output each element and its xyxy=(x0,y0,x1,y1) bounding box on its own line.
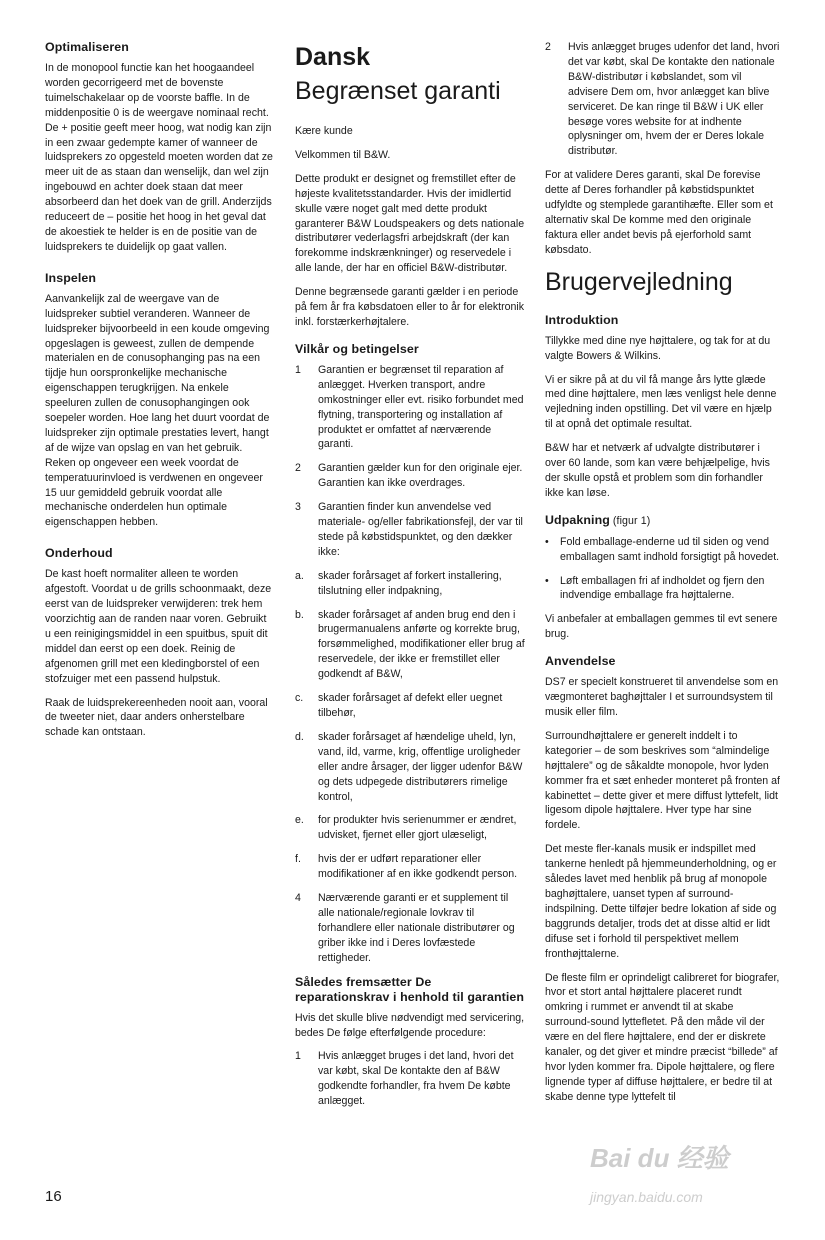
item-text: Garantien er begrænset til reparation af anlægget. Hverken transport, andre omkostninger eller evt. risiko forbundet med flytning, transportering og installation af produktet er omfattet af nærværende garanti. xyxy=(318,363,524,451)
item-number: 1 xyxy=(295,1050,301,1063)
item-number: c. xyxy=(295,692,304,705)
paragraph: De kast hoeft normaliter alleen te worden afgestoft. Voordat u de grills schoonmaakt, deze eerst van de luidspreker verwijderen: trek hem voorzichtig aan de randen naar voren. Gebruikt u een reinigingsmiddel in een spuitbus, spuit dit middel dan eerst op een doek. Reinig de afgenomen grill met een kledingborstel of een stofzuiger met een passend hulpstuk. xyxy=(45,568,272,685)
section-title-text: Udpakning xyxy=(545,512,610,527)
paragraph: B&W har et netværk af udvalgte distributører i over 60 lande, som kan være behjælpelige, hvis der skulle opstå et problem som din forhandler ikke kan løse. xyxy=(545,442,770,499)
paragraph: Kære kunde xyxy=(295,125,353,137)
item-text: skader forårsaget af anden brug end den i brugermanualens anførte og korrekte brug, forsømmelighed, modifikationer eller brug af reservedele, der ikke er fremstillet eller godkendt af B&W, xyxy=(318,608,525,681)
bullet-item xyxy=(545,574,780,604)
watermark-url: jingyan.baidu.com xyxy=(590,1189,703,1205)
section-title-repair-claims: Således fremsætter De reparationskrav i henhold til garantien xyxy=(295,974,525,1004)
item-text: skader forårsaget af forkert installering, tilslutning eller indpakning, xyxy=(318,569,502,597)
list-item xyxy=(295,608,527,683)
paragraph: Aanvankelijk zal de weergave van de luidspreker subtiel veranderen. Wanneer de luidspreker bijvoorbeeld in een koude omgeving opgeslagen is geweest, zullen de dempende materialen en de conusophanging pas na een tijdje hun oorspronkelijke mechanische eigenschappen terugkrijgen. Na enkele speeluren zullen de conusophangingen ook soepeler worden. Hoe lang het duurt voordat de luidspreker zijn optimale prestaties levert, hangt af de wijze van opslag en van het gebruik. Reken op ongeveer een week voordat de temperatuurinvloed is verdwenen en ongeveer 15 uur gemiddeld gebruik voordat alle mechanische onderdelen hun optimale eigenschappen hebben. xyxy=(45,292,270,529)
item-text: for produkter hvis serienummer er ændret, udvisket, fjernet eller gjort ulæseligt, xyxy=(318,814,517,842)
item-number: 1 xyxy=(295,363,301,376)
item-number: 2 xyxy=(545,41,551,53)
paragraph: Surroundhøjttalere er generelt inddelt i to kategorier – de som beskrives som “almindelige højttalere” og de såkaldte monopole, hvor lyden kommer fra et sæt enheder monteret på fronten af kabinettet – dette giver et mere diffust lyttefelt, lidt ligesom dipole højttalere. Hver type har sine fordele. xyxy=(545,729,780,832)
list-item xyxy=(295,461,527,491)
paragraph: For at validere Deres garanti, skal De forevise dette af Deres forhandler på købstidspunktet udfyldte og stemplede garantihæfte. Eller som et alternativ skal De komme med den originale faktura eller andet bevis på ejerforhold samt købsdato. xyxy=(545,169,773,256)
figure-reference: (figur 1) xyxy=(612,514,651,527)
item-text: Nærværende garanti er et supplement til alle nationale/regionale lovkrav til forhandlere eller nationale distributører og griber ikke ind i Deres lovfæstede rettigheder. xyxy=(318,892,515,964)
item-text: Hvis anlægget bruges udenfor det land, hvori det var købt, skal De kontakte den nationale B&W-distributør i købslandet, som vil advisere Dem om, hvor anlægget kan blive serviceret. De kan ringe til B&W i UK eller besøge vores website for at indhente oplysninger om, hvem der er Deres lokale distributør. xyxy=(568,41,780,158)
watermark-logo-text: Bai du 经验 xyxy=(590,1143,729,1173)
list-item xyxy=(295,730,527,805)
paragraph: Vi anbefaler at emballagen gemmes til evt senere brug. xyxy=(545,613,778,641)
section-title-introduktion: Introduktion xyxy=(545,312,619,327)
paragraph: Denne begrænsede garanti gælder i en periode på fem år fra købsdatoen eller to år for elektronik inkl. forstærkerhøjtalere. xyxy=(295,286,525,328)
page-heading-user-guide: Brugervejledning xyxy=(545,267,733,296)
item-number: e. xyxy=(295,814,304,827)
paragraph: Tillykke med dine nye højttalere, og tak for at du valgte Bowers & Wilkins. xyxy=(545,334,771,362)
page-number: 16 xyxy=(45,1188,62,1205)
bullet-icon: • xyxy=(545,574,549,587)
item-number: 4 xyxy=(295,892,301,905)
section-title-inspelen: Inspelen xyxy=(45,270,97,285)
paragraph: Det meste fler-kanals musik er indspillet med tankerne henledt på hjemmeunderholdning, og er således lavet med henblik på brug af monopole baghøjttalere, uanset typen af surround-indspilning. Dette tilføjer bedre lokation af side og baggrunds detaljer, trods det at disse altid er lidt difuse set i forhold til perspektivet mellem fronthøjttalerne. xyxy=(545,843,777,960)
item-number: 2 xyxy=(295,462,301,475)
item-number: 3 xyxy=(295,501,301,514)
paragraph: DS7 er specielt konstrueret til anvendelse som en vægmonteret baghøjttaler I et surroundsystem til musik eller film. xyxy=(545,676,779,718)
paragraph: De fleste film er oprindeligt calibreret for biografer, hvor et stort antal højttalere placeret rundt omkring i rummet er anvendt til at skabe surround-sound lyttefletet. På den måde vil der være en del flere højttalere, end der er diskrete kanaler, og det giver et mindre præcist “billede” af hvor lyden kommer fra. Dipole højttalere, og flere lignende typer af diffuse højttalere, er bedre til at skabe denne type lyttefelt til xyxy=(545,971,780,1103)
paragraph: Raak de luidsprekereenheden nooit aan, vooral de tweeter niet, daar anders onherstelbare schade kan ontstaan. xyxy=(45,696,268,739)
item-text: Hvis anlægget bruges i det land, hvori det var købt, skal De kontakte den af B&W godkendte forhandler, fra hvem De købte anlægget. xyxy=(318,1050,514,1108)
bullet-text: Løft emballagen fri af indholdet og fjern den indvendige emballage fra højttalerne. xyxy=(560,574,765,602)
paragraph: Dette produkt er designet og fremstillet efter de højeste kvalitetsstandarder. Hvis der imidlertid skulle være noget galt med dette produkt garanterer B&W Loudspeakers og dets nationale distributører vederlagsfri arbejdskraft (der kan forekomme indskrænkninger) og reservedele i alle lande, der har en officiel B&W-distributør. xyxy=(295,172,525,275)
list-item xyxy=(295,500,527,560)
item-text: Garantien finder kun anvendelse ved materiale- og/eller fabrikationsfejl, der var til stede på købstidspunktet, og den dækker ikke: xyxy=(318,501,523,558)
item-text: hvis der er udført reparationer eller modifikationer af en ikke godkendt person. xyxy=(318,853,518,881)
bullet-icon: • xyxy=(545,535,549,548)
watermark xyxy=(590,1138,790,1238)
list-item xyxy=(545,40,780,159)
item-text: skader forårsaget af defekt eller uegnet tilbehør, xyxy=(318,692,503,719)
list-item xyxy=(295,891,527,966)
item-number: f. xyxy=(295,853,301,866)
paragraph: In de monopool functie kan het hoogaandeel worden gecorrigeerd met de bovenste tuimelschakelaar op de voorste baffle. In de middenpositie 0 is de weergave nominaal recht. De + positie geeft meer hoog, wat nodig kan zijn in een zwaar gedempte kamer of wanneer de luidsprekers zo opgesteld moeten worden dat ze meer uit de as staan dan wenselijk, dan wel zijn ingebouwd en achter doek staan dat meer absorbeerd dan het doek van de grill. Anderzijds reduceert de – positie het hoog in het geval dat de akoestiek te helder is en de positie van de luidsprekers te duidelijk op gaat vallen. xyxy=(45,62,273,253)
list-item xyxy=(295,569,527,599)
list-item xyxy=(295,363,527,452)
item-text: Garantien gælder kun for den originale ejer. Garantien kan ikke overdrages. xyxy=(318,462,523,490)
column-danish-warranty xyxy=(295,42,527,1118)
section-title-optimaliseren: Optimaliseren xyxy=(45,40,129,54)
item-number: a. xyxy=(295,569,304,582)
item-number: b. xyxy=(295,608,304,621)
page-heading-warranty: Begrænset garanti xyxy=(295,77,501,105)
column-danish-manual xyxy=(545,40,780,1114)
section-title-onderhoud: Onderhoud xyxy=(45,546,113,561)
list-item xyxy=(295,691,527,721)
paragraph: Vi er sikre på at du vil få mange års lytte glæde med dine højttalere, men læs venligst hele denne vejledning inden opstilling. Det vil være en hjælp til at opnå det optimale resultat. xyxy=(545,373,777,431)
column-dutch xyxy=(45,40,273,749)
bullet-item xyxy=(545,535,780,565)
list-item xyxy=(295,1049,527,1109)
bullet-text: Fold emballage-enderne ud til siden og vend emballagen samt indhold forsigtigt på hovedet. xyxy=(560,535,780,563)
item-text: skader forårsaget af hændelige uheld, lyn, vand, ild, varme, krig, offentlige uroligheder eller andre årsager, der ligger udenfor B&W og dets udpegede distributørers rimelige kontrol, xyxy=(318,730,523,803)
list-item xyxy=(295,813,527,843)
item-number: d. xyxy=(295,730,304,743)
list-item xyxy=(295,852,527,882)
section-title-terms: Vilkår og betingelser xyxy=(295,341,419,356)
paragraph: Velkommen til B&W. xyxy=(295,148,391,161)
section-title-udpakning xyxy=(545,513,780,529)
language-title: Dansk xyxy=(295,43,371,71)
paragraph: Hvis det skulle blive nødvendigt med servicering, bedes De følge efterfølgende procedure: xyxy=(295,1011,525,1039)
section-title-anvendelse: Anvendelse xyxy=(545,654,616,669)
